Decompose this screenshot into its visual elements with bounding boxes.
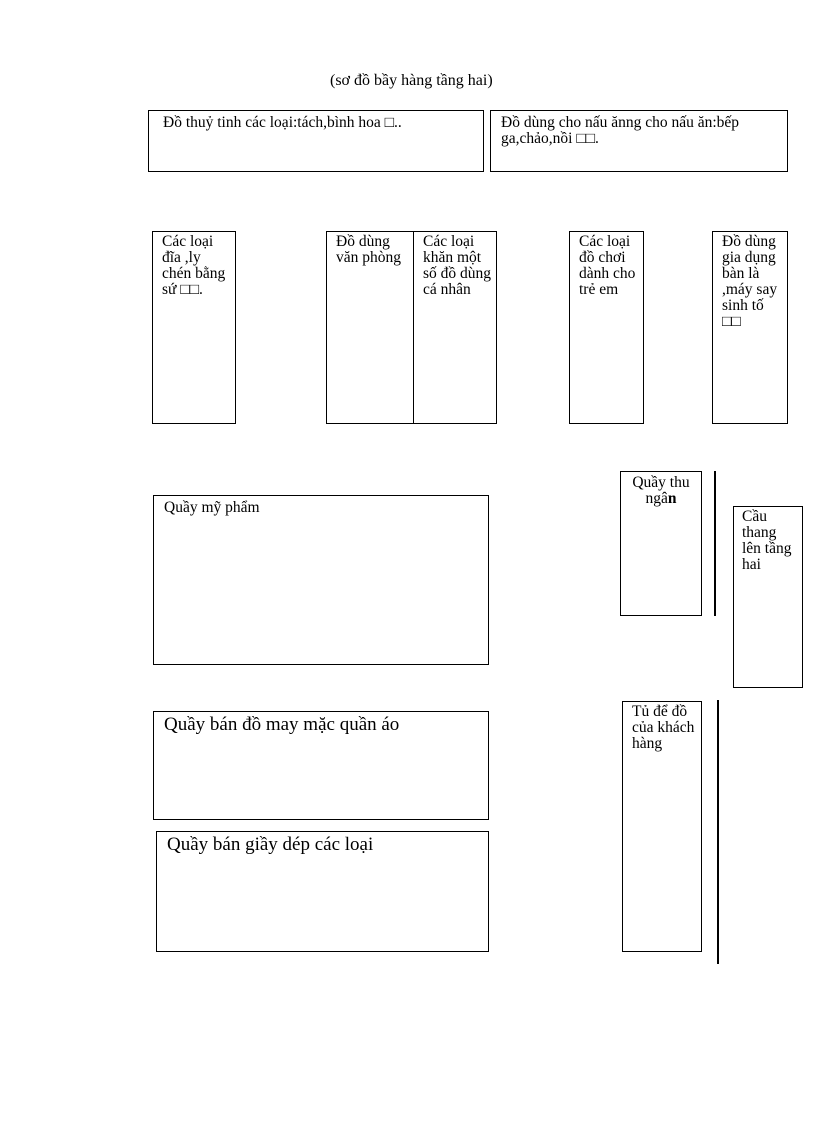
customer-lockers bbox=[622, 701, 702, 952]
cookware-label: Đồ dùng cho nấu ănng cho nấu ăn:bếp ga,chảo,nồi □□. bbox=[501, 114, 740, 148]
office-supplies-label: Đồ dùng văn phòng bbox=[336, 233, 402, 266]
towels-label: Các loại khăn một số đồ dùng cá nhân bbox=[423, 233, 492, 298]
glassware-shelf bbox=[148, 110, 484, 172]
appliances-label: Đồ dùng gia dụng bàn là ,máy say sinh tố □□ bbox=[722, 233, 778, 330]
divider-line-upper bbox=[714, 471, 716, 616]
appliances-shelf bbox=[712, 231, 788, 424]
dishes-label: Các loại đĩa ,ly chén bằng sứ □□. bbox=[162, 233, 226, 298]
stairs-area bbox=[733, 506, 803, 688]
page-title: (sơ đồ bầy hàng tầng hai) bbox=[330, 72, 493, 89]
stairs-label: Cầu thang lên tầng hai bbox=[742, 508, 792, 573]
cosmetics-label: Quầy mỹ phẩm bbox=[164, 499, 260, 516]
shoes-label: Quầy bán giầy dép các loại bbox=[167, 834, 374, 855]
divider-line-lower bbox=[717, 700, 719, 964]
cashier-label-bold: n bbox=[667, 490, 677, 507]
toys-shelf bbox=[569, 231, 644, 424]
cookware-shelf bbox=[490, 110, 788, 172]
clothing-label: Quầy bán đồ may mặc quần áo bbox=[164, 714, 400, 735]
clothing-counter bbox=[153, 711, 489, 820]
office-supplies-shelf bbox=[326, 231, 415, 424]
cosmetics-counter bbox=[153, 495, 489, 665]
toys-label: Các loại đồ chơi dành cho trẻ em bbox=[579, 233, 636, 298]
dishes-shelf bbox=[152, 231, 236, 424]
towels-shelf bbox=[413, 231, 497, 424]
cashier-counter bbox=[620, 471, 702, 616]
cashier-label: Quầy thu ngâ bbox=[632, 474, 690, 507]
glassware-label: Đồ thuỷ tinh các loại:tách,bình hoa □.. bbox=[163, 114, 402, 131]
lockers-label: Tủ để đồ của khách hàng bbox=[632, 703, 695, 752]
shoes-counter bbox=[156, 831, 489, 952]
